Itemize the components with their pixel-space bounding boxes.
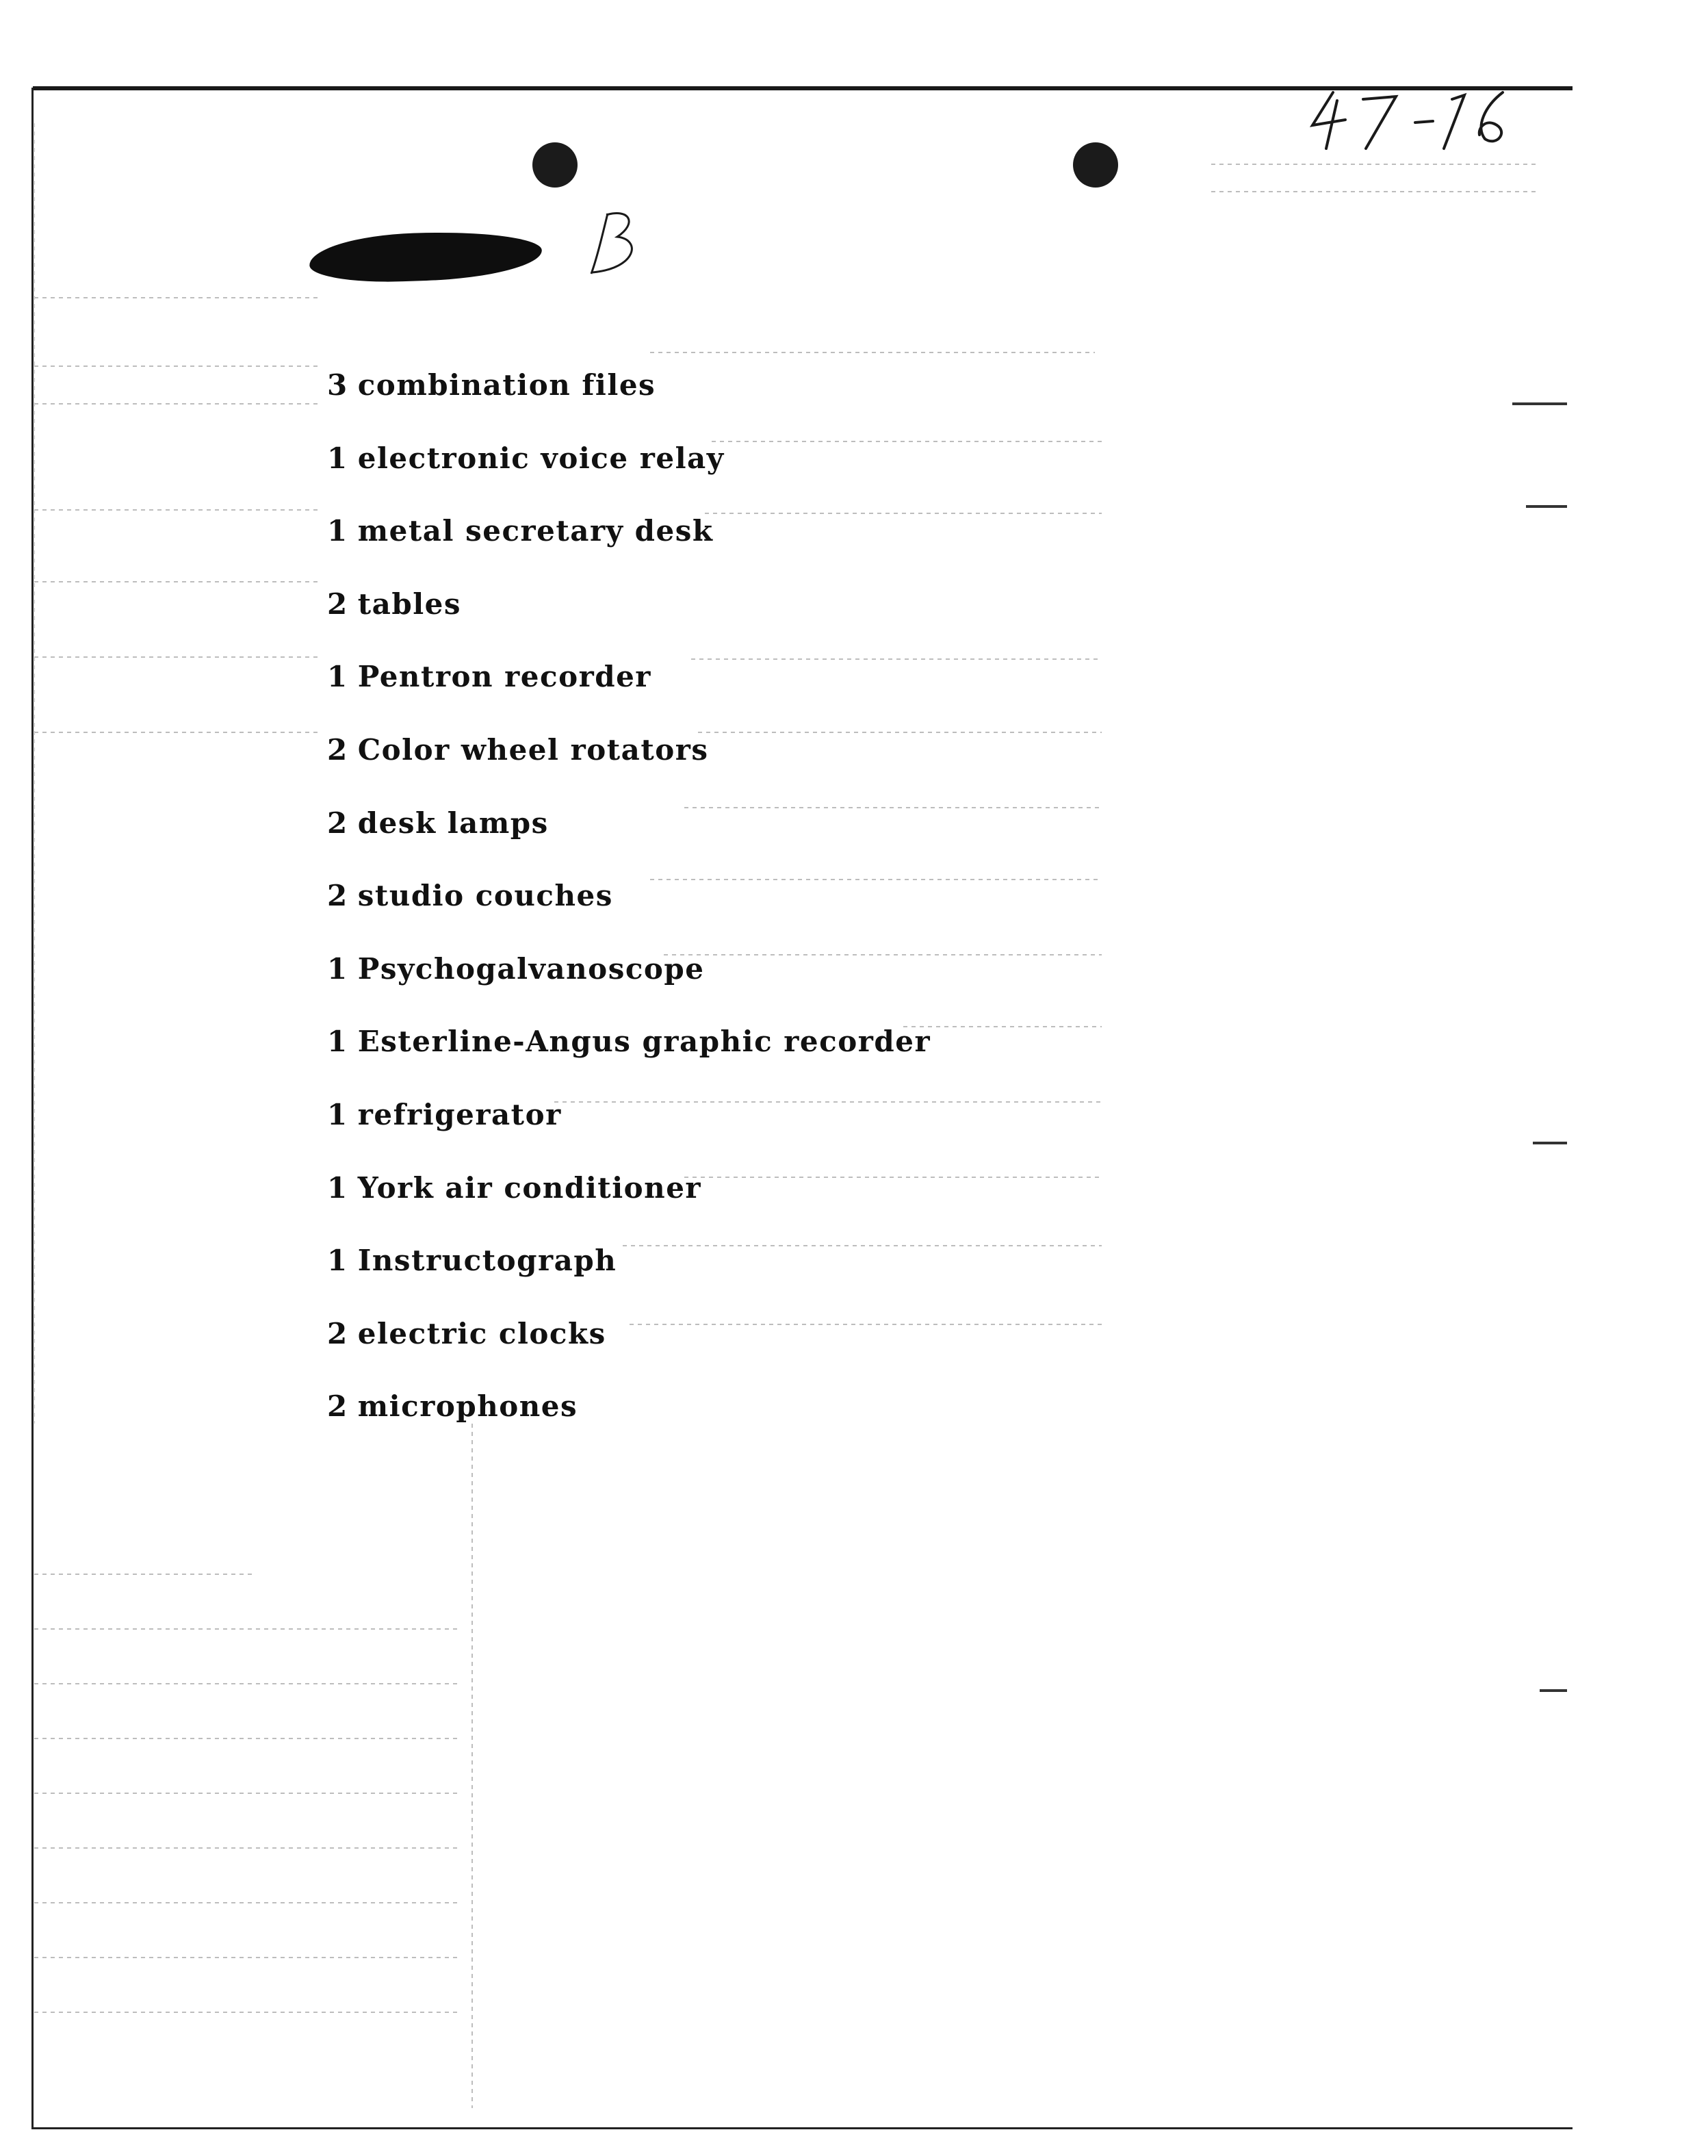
inventory-item (327, 1224, 931, 1298)
item-quantity: 2 (327, 1316, 348, 1350)
item-quantity: 2 (327, 879, 348, 913)
inventory-item (327, 1370, 931, 1443)
item-name: refrigerator (357, 1097, 562, 1131)
item-quantity: 1 (327, 951, 348, 986)
inventory-item (327, 349, 931, 422)
item-name: York air conditioner (357, 1170, 702, 1205)
inventory-item (327, 422, 931, 496)
item-quantity: 1 (327, 1025, 348, 1059)
punch-hole-right (1073, 142, 1118, 188)
item-quantity: 1 (327, 1244, 348, 1278)
inventory-item (327, 1005, 931, 1079)
handwritten-mark (582, 205, 643, 281)
item-name: studio couches (357, 879, 613, 913)
bottom-rule (31, 2127, 1573, 2129)
item-name: metal secretary desk (357, 514, 714, 548)
redaction-blot (309, 229, 543, 285)
inventory-item (327, 1152, 931, 1225)
item-name: Psychogalvanoscope (357, 951, 705, 986)
item-quantity: 2 (327, 732, 348, 767)
inventory-item (327, 495, 931, 568)
item-quantity: 1 (327, 1170, 348, 1205)
punch-hole-left (532, 142, 578, 188)
item-quantity: 1 (327, 1097, 348, 1131)
item-quantity: 1 (327, 514, 348, 548)
inventory-item (327, 714, 931, 787)
left-rule (31, 88, 34, 2127)
item-name: tables (357, 587, 462, 621)
item-name: desk lamps (357, 806, 549, 840)
inventory-item (327, 568, 931, 641)
item-name: Pentron recorder (357, 660, 651, 694)
item-name: Instructograph (357, 1244, 617, 1278)
inventory-item (327, 933, 931, 1006)
item-quantity: 3 (327, 368, 348, 402)
item-name: electric clocks (357, 1316, 606, 1350)
inventory-item (327, 787, 931, 860)
item-name: microphones (357, 1389, 578, 1424)
inventory-item (327, 860, 931, 933)
inventory-item (327, 1079, 931, 1152)
item-quantity: 1 (327, 441, 348, 475)
item-quantity: 2 (327, 587, 348, 621)
item-quantity: 2 (327, 1389, 348, 1424)
item-quantity: 1 (327, 660, 348, 694)
inventory-item (327, 641, 931, 714)
handwritten-number (1300, 86, 1526, 151)
item-name: combination files (357, 368, 656, 402)
item-name: electronic voice relay (357, 441, 725, 475)
item-quantity: 2 (327, 806, 348, 840)
inventory-list (327, 349, 931, 1443)
item-name: Color wheel rotators (357, 732, 709, 767)
inventory-item (327, 1298, 931, 1371)
item-name: Esterline-Angus graphic recorder (357, 1025, 931, 1059)
